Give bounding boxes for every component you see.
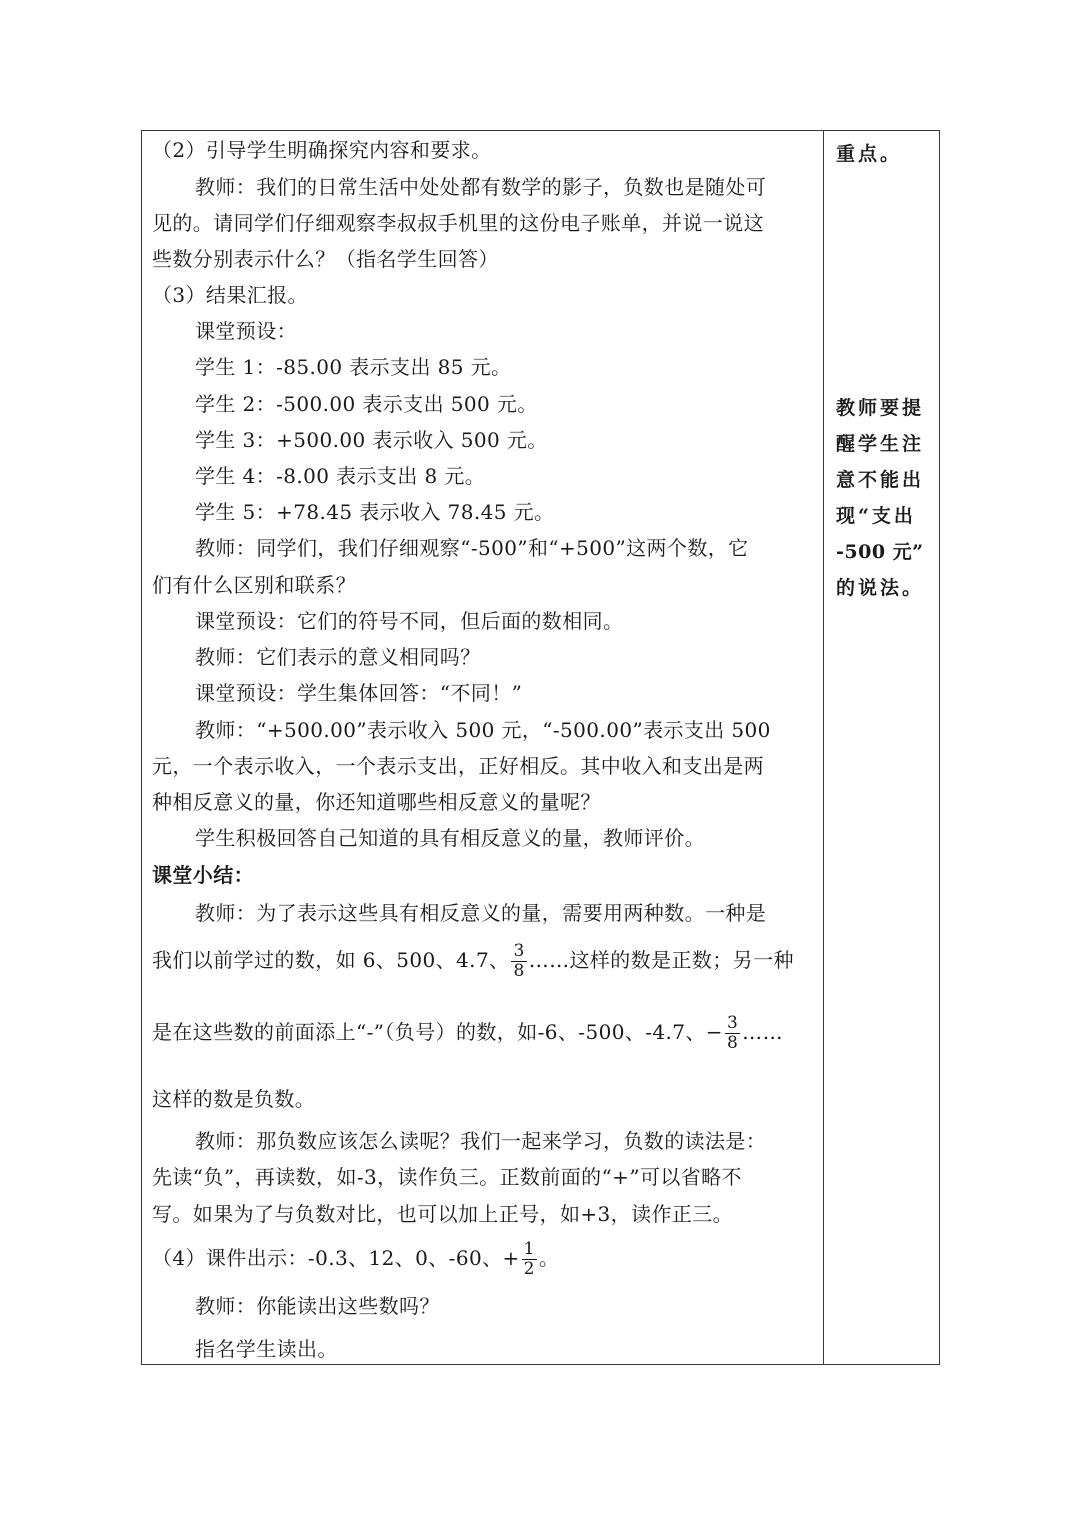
fraction xyxy=(725,1014,740,1053)
note-line: -500 元” xyxy=(836,541,924,563)
note-key-point: 重点。 xyxy=(836,143,903,165)
text-line-with-fraction xyxy=(152,1014,783,1053)
fraction-denominator: 8 xyxy=(726,1033,739,1053)
text-line: 种相反意义的量，你还知道哪些相反意义的量呢？ xyxy=(152,790,601,814)
text-line: 指名学生读出。 xyxy=(195,1337,338,1361)
text-line: 见的。请同学们仔细观察李叔叔手机里的这份电子账单，并说一说这 xyxy=(152,211,764,235)
text-segment: 。 xyxy=(538,1246,560,1270)
fraction-numerator: 1 xyxy=(523,1239,535,1259)
note-line: 现“支出 xyxy=(836,505,916,527)
note-line: 教师要提 xyxy=(836,397,925,419)
student-answer: 学生 3：+500.00 表示收入 500 元。 xyxy=(195,428,548,452)
column-divider xyxy=(823,130,824,1365)
note-line: 的说法。 xyxy=(836,577,925,599)
fraction-numerator: 3 xyxy=(513,941,525,961)
text-line-with-fraction xyxy=(152,942,794,981)
text-line: 课堂预设：它们的符号不同，但后面的数相同。 xyxy=(195,609,624,633)
text-line: 元，一个表示收入，一个表示支出，正好相反。其中收入和支出是两 xyxy=(152,754,764,778)
note-line: 醒学生注 xyxy=(836,433,925,455)
fraction xyxy=(522,1240,537,1279)
text-line-with-fraction xyxy=(152,1240,559,1279)
text-line: 课堂预设： xyxy=(195,319,297,343)
fraction-numerator: 3 xyxy=(726,1013,739,1033)
student-answer: 学生 2：-500.00 表示支出 500 元。 xyxy=(195,392,538,416)
fraction-denominator: 2 xyxy=(523,1259,535,1279)
step-2-heading: （2）引导学生明确探究内容和要求。 xyxy=(152,138,492,162)
text-line: 教师：为了表示这些具有相反意义的量，需要用两种数。一种是 xyxy=(195,901,767,925)
text-line: 教师：同学们，我们仔细观察“-500”和“+500”这两个数，它 xyxy=(195,536,749,560)
student-answer: 学生 4：-8.00 表示支出 8 元。 xyxy=(195,464,486,488)
text-line: 学生积极回答自己知道的具有相反意义的量，教师评价。 xyxy=(195,826,705,850)
text-line: 教师：那负数应该怎么读呢？我们一起来学习，负数的读法是： xyxy=(195,1129,767,1153)
text-line: 教师：它们表示的意义相同吗？ xyxy=(195,645,481,669)
text-line: 写。如果为了与负数对比，也可以加上正号，如+3，读作正三。 xyxy=(152,1202,734,1226)
note-line: 意不能出 xyxy=(836,469,925,491)
summary-heading: 课堂小结： xyxy=(152,863,254,887)
text-segment: ……这样的数是正数；另一种 xyxy=(528,948,794,972)
text-line: 教师：“+500.00”表示收入 500 元，“-500.00”表示支出 500 xyxy=(195,718,771,742)
text-line: 先读“负”，再读数，如-3，读作负三。正数前面的“+”可以省略不 xyxy=(152,1165,742,1189)
text-segment: （4）课件出示：-0.3、12、0、-60、+ xyxy=(152,1246,520,1270)
text-line: 这样的数是负数。 xyxy=(152,1087,316,1111)
text-line: 些数分别表示什么？（指名学生回答） xyxy=(152,247,499,271)
text-segment: 我们以前学过的数，如 6、500、4.7、 xyxy=(152,948,510,972)
student-answer: 学生 1：-85.00 表示支出 85 元。 xyxy=(195,355,512,379)
student-answer: 学生 5：+78.45 表示收入 78.45 元。 xyxy=(195,500,555,524)
text-line: 课堂预设：学生集体回答：“不同！” xyxy=(195,681,523,705)
text-segment: 是在这些数的前面添上“-”（负号）的数，如-6、-500、-4.7、− xyxy=(152,1020,723,1044)
text-line: 教师：你能读出这些数吗？ xyxy=(195,1294,440,1318)
fraction xyxy=(511,942,526,981)
step-3-heading: （3）结果汇报。 xyxy=(152,283,308,307)
text-line: 们有什么区别和联系？ xyxy=(152,573,356,597)
fraction-denominator: 8 xyxy=(513,961,525,981)
text-line: 教师：我们的日常生活中处处都有数学的影子，负数也是随处可 xyxy=(195,175,767,199)
text-segment: …… xyxy=(742,1020,783,1044)
